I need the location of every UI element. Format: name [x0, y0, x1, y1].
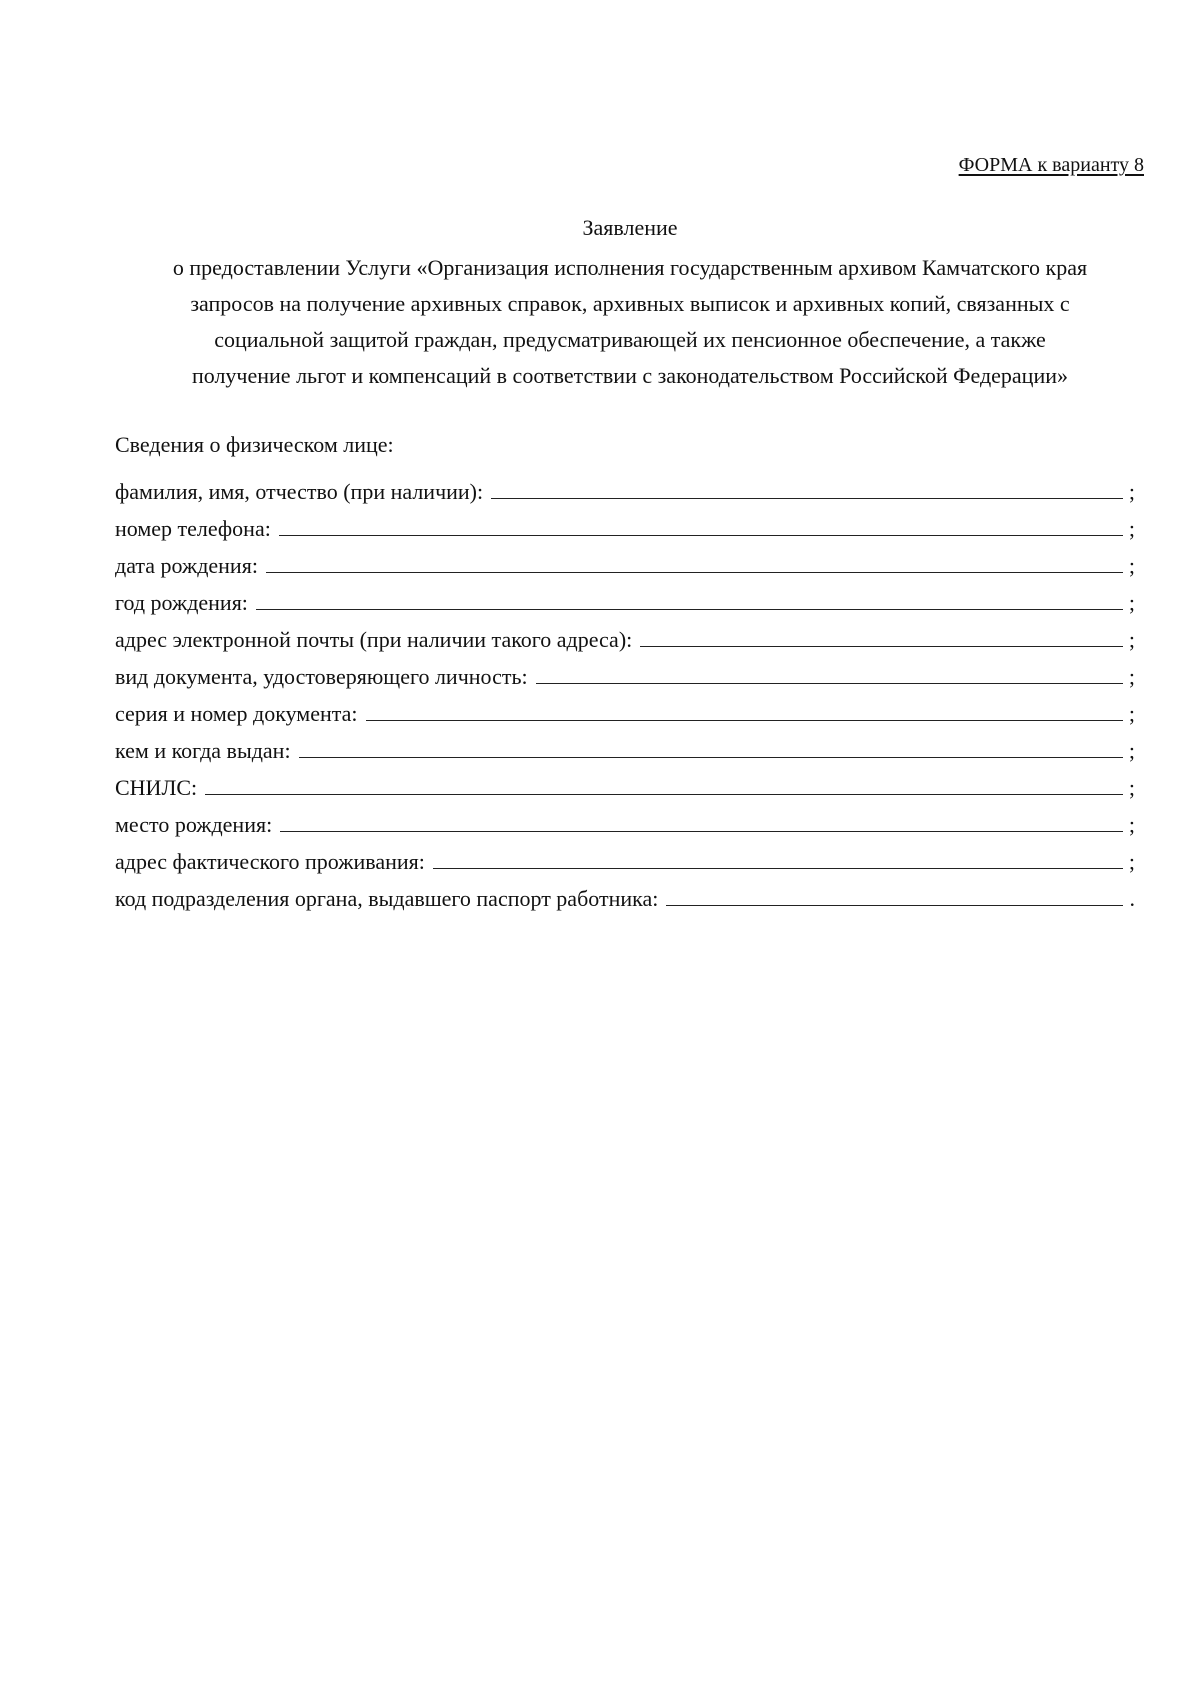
applicant-fields — [115, 468, 1135, 912]
field-residence-address — [115, 838, 1135, 875]
field-label: вид документа, удостоверяющего личность: — [115, 664, 528, 689]
section-heading: Сведения о физическом лице: — [115, 432, 394, 457]
subtitle-line: социальной защитой граждан, предусматривающей их пенсионное обеспечение, а также — [214, 327, 1046, 352]
fill-line[interactable] — [256, 608, 1123, 610]
field-issuing-unit-code — [115, 875, 1135, 912]
field-birth-year — [115, 579, 1135, 616]
field-label: серия и номер документа: — [115, 701, 358, 726]
form-reference: ФОРМА к варианту 8 — [958, 154, 1144, 176]
field-birth-date — [115, 542, 1135, 579]
field-terminator: ; — [1128, 849, 1135, 874]
subtitle-line: о предоставлении Услуги «Организация исполнения государственным архивом Камчатского края — [172, 255, 1088, 280]
field-label: адрес фактического проживания: — [115, 849, 425, 874]
fill-line[interactable] — [279, 534, 1123, 536]
field-label: адрес электронной почты (при наличии такого адреса): — [115, 627, 633, 652]
fill-line[interactable] — [666, 904, 1123, 906]
fill-line[interactable] — [433, 867, 1123, 869]
field-terminator: ; — [1128, 553, 1135, 578]
field-terminator: ; — [1128, 590, 1135, 615]
field-terminator: ; — [1128, 775, 1135, 800]
field-label: номер телефона: — [115, 516, 271, 541]
field-terminator: . — [1129, 886, 1135, 911]
field-snils — [115, 764, 1135, 801]
field-label: дата рождения: — [115, 553, 258, 578]
field-label: кем и когда выдан: — [115, 738, 291, 763]
fill-line[interactable] — [640, 645, 1123, 647]
field-terminator: ; — [1128, 664, 1135, 689]
subtitle-line: запросов на получение архивных справок, архивных выписок и архивных копий, связанных с — [190, 291, 1070, 316]
field-terminator: ; — [1128, 812, 1135, 837]
field-issued-by — [115, 727, 1135, 764]
field-label: год рождения: — [115, 590, 248, 615]
fill-line[interactable] — [266, 571, 1123, 573]
field-terminator: ; — [1128, 479, 1135, 504]
field-birth-place — [115, 801, 1135, 838]
field-label: фамилия, имя, отчество (при наличии): — [115, 479, 484, 504]
field-phone — [115, 505, 1135, 542]
fill-line[interactable] — [366, 719, 1123, 721]
fill-line[interactable] — [536, 682, 1123, 684]
document-subtitle — [90, 250, 1170, 394]
field-terminator: ; — [1128, 701, 1135, 726]
fill-line[interactable] — [299, 756, 1123, 758]
fill-line[interactable] — [205, 793, 1123, 795]
field-terminator: ; — [1128, 738, 1135, 763]
field-full-name — [115, 468, 1135, 505]
field-label: место рождения: — [115, 812, 273, 837]
field-id-document-type — [115, 653, 1135, 690]
field-terminator: ; — [1128, 516, 1135, 541]
fill-line[interactable] — [280, 830, 1123, 832]
field-label: СНИЛС: — [115, 775, 198, 800]
field-document-series-number — [115, 690, 1135, 727]
document-title: Заявление — [582, 215, 678, 240]
field-terminator: ; — [1128, 627, 1135, 652]
field-label: код подразделения органа, выдавшего паспорт работника: — [115, 886, 659, 911]
field-email — [115, 616, 1135, 653]
fill-line[interactable] — [491, 497, 1123, 499]
subtitle-line: получение льгот и компенсаций в соответствии с законодательством Российской Федерации» — [191, 363, 1069, 388]
